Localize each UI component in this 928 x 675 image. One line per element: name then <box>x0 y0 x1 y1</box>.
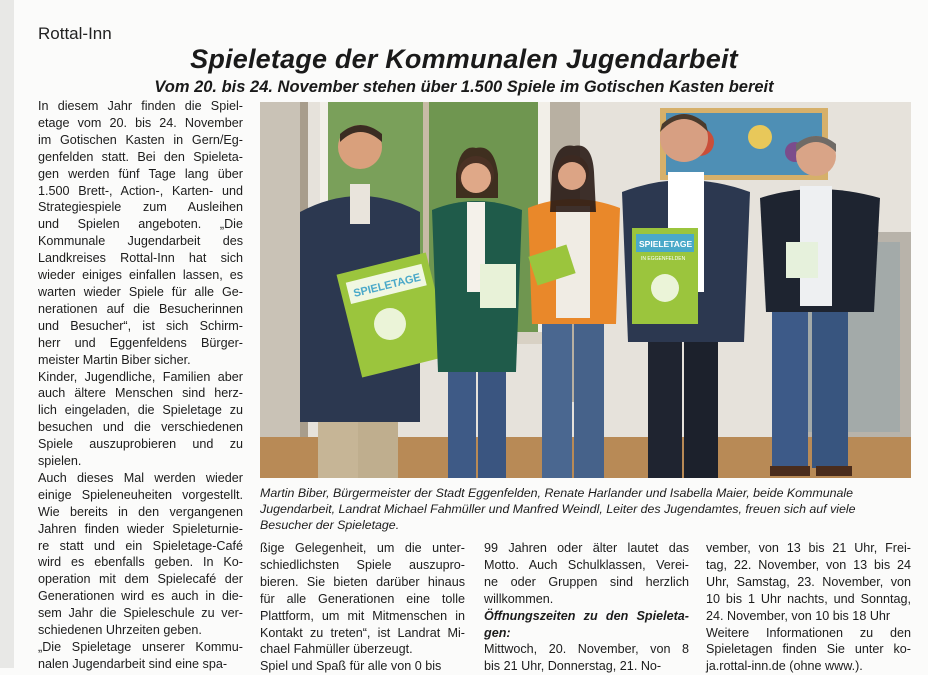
text-line: Kontakt zu treten“, ist Landrat Mi- <box>260 625 465 640</box>
article-column-2 <box>260 540 465 675</box>
text-line: auch ältere Menschen sind herz- <box>38 386 243 401</box>
text-line: gen werden fünf Tage lang über <box>38 166 243 181</box>
text-line: chael Fahmüller überzeugt. <box>260 642 413 657</box>
article-column-1 <box>38 98 243 673</box>
text-line: meister Martin Biber sicher. <box>38 352 191 367</box>
text-line: etage vom 20. bis 24. November <box>38 115 243 130</box>
text-line: nalen Jugendarbeit sind eine spa- <box>38 656 228 671</box>
text-line: lich eingeladen, die Spieletage zu <box>38 403 243 418</box>
leaflet-held <box>480 264 516 308</box>
photo-caption: Martin Biber, Bürgermeister der Stadt Eggenfelden, Renate Harlander und Isabella Maier, beide Kommunale Jugendarbeit, Landrat Michael Fahmüller und Manfred Weindl, Leiter des Jugendamtes, freuen sich auf viele Besucher der Spieletage. <box>260 486 856 532</box>
text-line: 1.500 Brett-, Action-, Karten- und <box>38 183 243 198</box>
poster-subtitle-right: IN EGGENFELDEN <box>641 256 686 262</box>
text-line: 10 bis 1 Uhr nachts, und Sonntag, <box>706 591 911 606</box>
text-line: 99 Jahren oder älter lautet das <box>484 541 689 555</box>
leaflet-held-right <box>786 242 818 278</box>
text-line: bieren. Sie bieten darüber hinaus <box>260 574 465 589</box>
section-label: Rottal-Inn <box>38 24 112 43</box>
article-subheadline: Vom 20. bis 24. November stehen über 1.500 Spiele im Gotischen Kasten bereit <box>154 78 774 96</box>
text-line: gen: <box>484 625 511 640</box>
text-line: schiedlichsten Spiele auszupro- <box>260 557 465 572</box>
text-line: vember, von 13 bis 21 Uhr, Frei- <box>706 541 911 555</box>
text-line: wird es ebenfalls geben. In Ko- <box>38 555 243 570</box>
text-line: Uhr, Samstag, 23. November, von <box>706 574 911 589</box>
text-line: und Spielen angeboten. „Die <box>38 217 243 232</box>
text-line: im Gotischen Kasten in Gern/Eg- <box>38 132 243 147</box>
text-line: warten wieder Spiele für alle Ge- <box>38 284 243 299</box>
text-line: „Die Spieletage unserer Kommu- <box>38 640 243 654</box>
text-line: genfelden statt. Bei den Spieleta- <box>38 149 243 164</box>
text-line: Strategiespiele zum Ausleihen <box>38 200 243 215</box>
text-line: Generationen wird es auch in die- <box>38 589 243 604</box>
text-line: 24. November, von 10 bis 18 Uhr <box>706 608 891 623</box>
poster-title-right: SPIELETAGE <box>639 239 693 249</box>
text-line: herr und Eggenfeldens Bürger- <box>38 335 243 350</box>
text-line: Spieletagen finden Sie unter ko- <box>706 642 911 657</box>
text-line: In diesem Jahr finden die Spiel- <box>38 99 243 113</box>
text-line: ja.rottal-inn.de (ohne www.). <box>706 659 863 674</box>
text-line: besuchen und die verschiedenen <box>38 420 243 435</box>
text-line: Spiele auszuprobieren und zu <box>38 437 243 452</box>
text-line: Mittwoch, 20. November, von 8 <box>484 642 689 657</box>
text-line: re statt und ein Spieletage-Café <box>38 538 243 553</box>
article-headline: Spieletage der Kommunalen Jugendarbeit <box>190 44 738 74</box>
text-line: bis 21 Uhr, Donnerstag, 21. No- <box>484 659 662 674</box>
text-line: Jahren finden wieder Spieleturnie- <box>38 521 243 536</box>
article-column-4 <box>706 540 911 675</box>
text-line: Auch dieses Mal werden wieder <box>38 470 243 485</box>
text-line: Kinder, Jugendliche, Familien aber <box>38 369 243 384</box>
text-line: Plattform, um mit Mitmenschen in <box>260 608 465 623</box>
text-line: sem Jahr die Spieleschule zu ver- <box>38 606 243 621</box>
text-line: schiedenen Uhrzeiten geben. <box>38 623 202 638</box>
text-line: wieder einiges einfallen lassen, es <box>38 268 243 283</box>
text-line: für alle Generationen eine tolle <box>260 591 465 606</box>
poster-title-left: SPIELETAGE <box>352 271 423 300</box>
text-line: operation mit dem Spielecafé der <box>38 572 243 587</box>
text-line: spielen. <box>38 454 82 469</box>
text-line: ne oder Gruppen sind herzlich <box>484 574 689 589</box>
article-photo <box>260 102 911 478</box>
text-line: Wie bereits in den vergangenen <box>38 504 243 519</box>
text-line: Motto. Auch Schulklassen, Verei- <box>484 557 689 572</box>
poster-held-right <box>632 228 698 324</box>
text-line: und Besucher“, ist sich Schirm- <box>38 318 243 333</box>
text-line: ßige Gelegenheit, um die unter- <box>260 541 465 555</box>
text-line: einige Spieleneuheiten vorgestellt. <box>38 487 243 502</box>
text-line: willkommen. <box>484 591 554 606</box>
article-column-3 <box>484 540 689 675</box>
page-edge <box>0 0 14 668</box>
text-line: Weitere Informationen zu den <box>706 625 911 640</box>
text-line: nerationen auf die Besucherinnen <box>38 301 243 316</box>
text-line: Landkreises Rottal-Inn hat sich <box>38 251 243 266</box>
text-line: Kommunale Jugendarbeit des <box>38 234 243 249</box>
text-line: Öffnungszeiten zu den Spieleta- <box>484 608 689 623</box>
text-line: Spiel und Spaß für alle von 0 bis <box>260 659 442 674</box>
text-line: tag, 22. November, von 13 bis 24 <box>706 557 911 572</box>
